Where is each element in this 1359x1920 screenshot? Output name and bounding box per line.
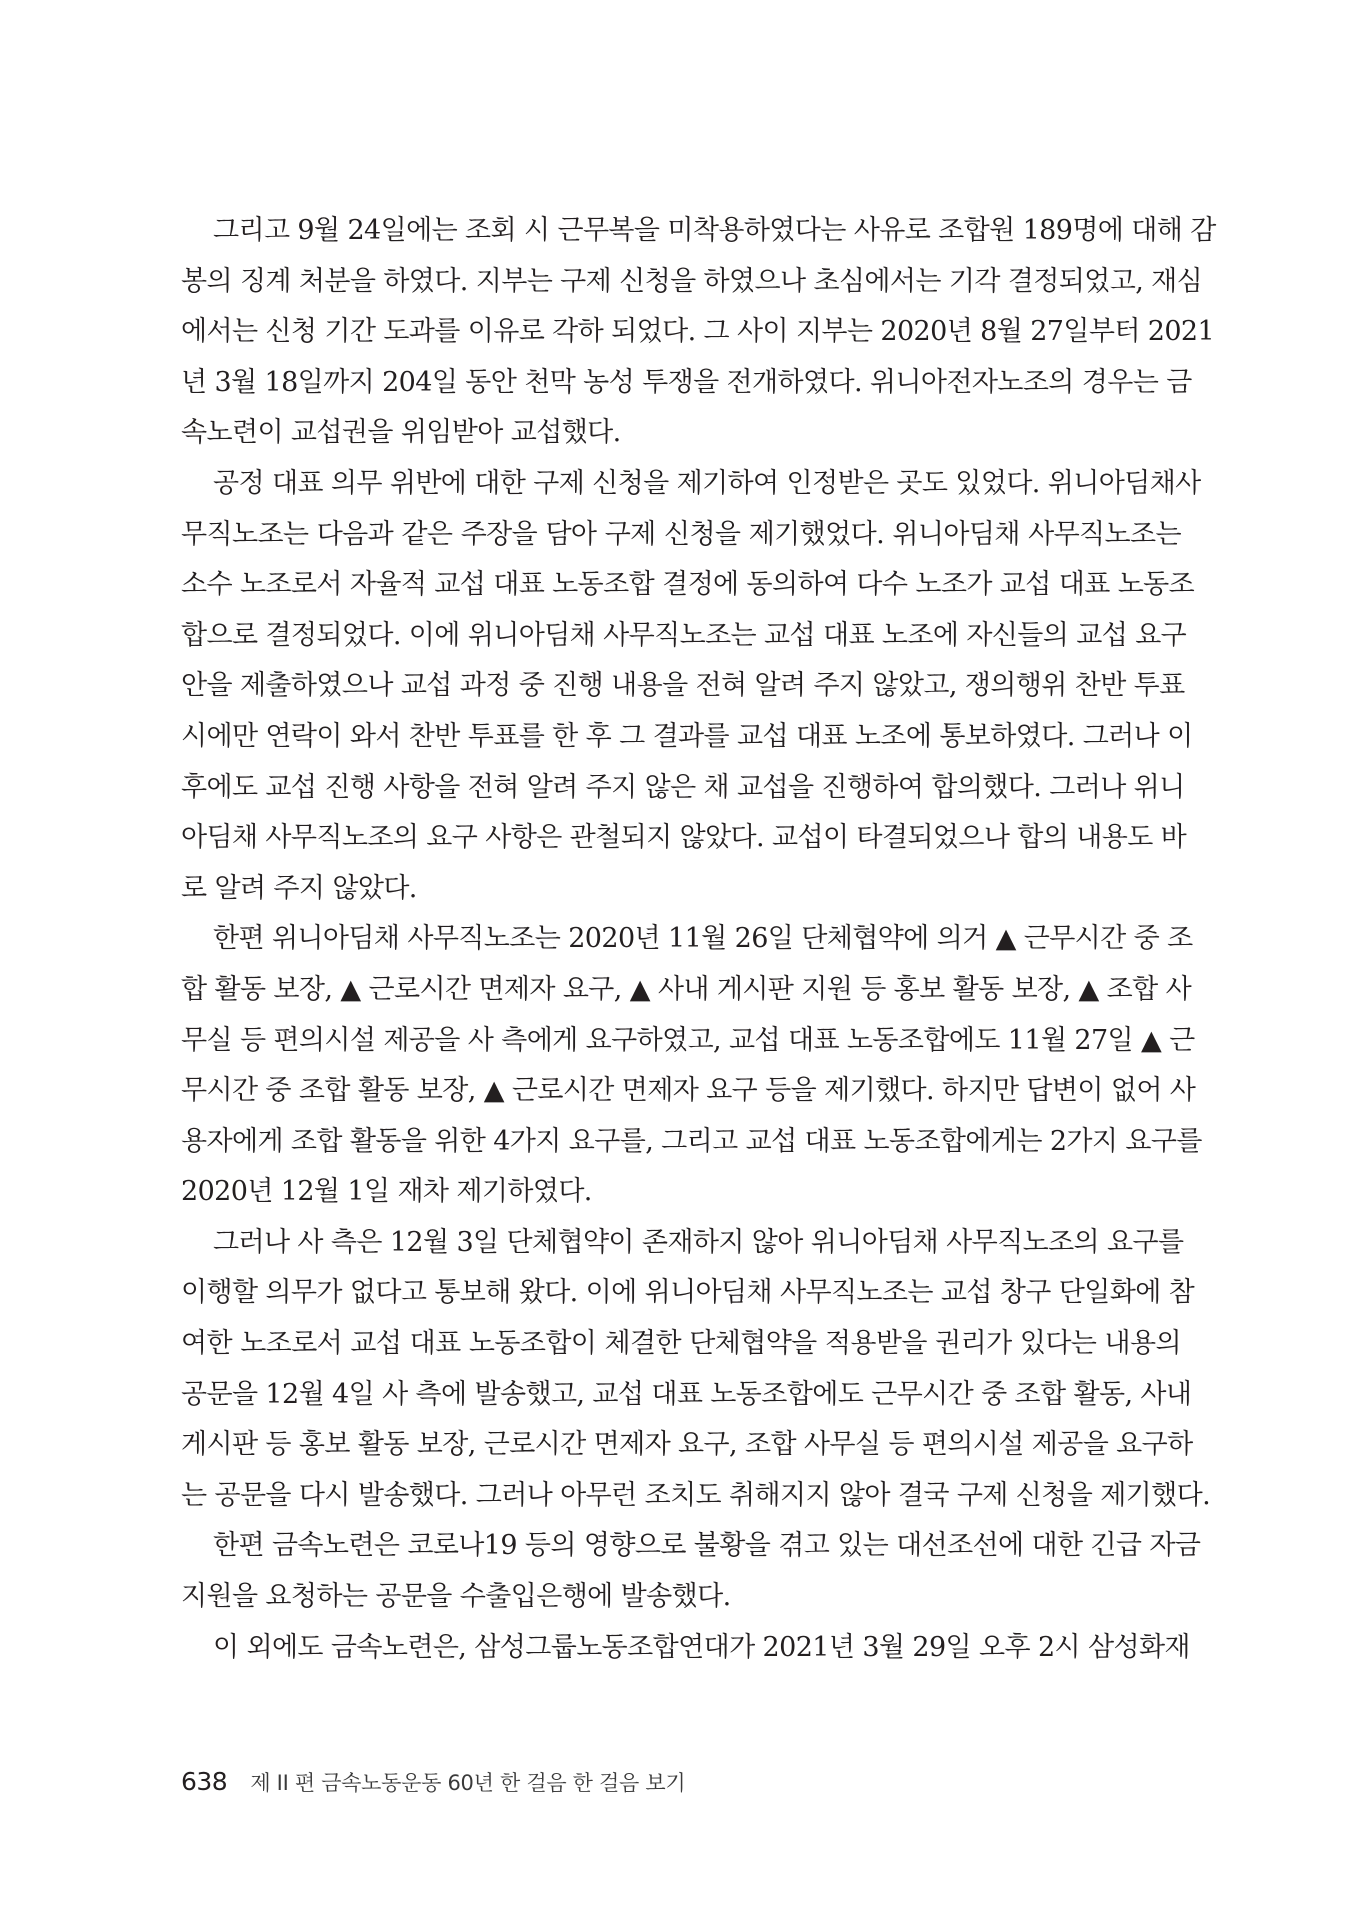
body-text [181,206,1216,1673]
text-line: 안을 제출하였으나 교섭 과정 중 진행 내용을 전혀 알려 주지 않았고, 쟁의행위 찬반 투표 [181,670,1185,702]
text-line: 이행할 의무가 없다고 통보해 왔다. 이에 위니아딤채 사무직노조는 교섭 창구 단일화에 참 [181,1277,1195,1309]
text-line: 무시간 중 조합 활동 보장, ▲ 근로시간 면제자 요구 등을 제기했다. 하지만 답변이 없어 사 [181,1075,1196,1107]
text-line: 공정 대표 의무 위반에 대한 구제 신청을 제기하여 인정받은 곳도 있었다. 위니아딤채사 [213,467,1201,499]
text-line: 2020년 12월 1일 재차 제기하였다. [181,1176,592,1208]
text-line: 로 알려 주지 않았다. [181,872,417,904]
page-number: 638 [181,1767,228,1796]
text-line: 후에도 교섭 진행 사항을 전혀 알려 주지 않은 채 교섭을 진행하여 합의했다. 그러나 위니 [181,771,1185,803]
text-line: 속노련이 교섭권을 위임받아 교섭했다. [181,417,621,449]
text-line: 는 공문을 다시 발송했다. 그러나 아무런 조치도 취해지지 않아 결국 구제 신청을 제기했다. [181,1479,1211,1511]
text-line: 소수 노조로서 자율적 교섭 대표 노동조합 결정에 동의하여 다수 노조가 교섭 대표 노동조 [181,569,1195,601]
text-line: 봉의 징계 처분을 하였다. 지부는 구제 신청을 하였으나 초심에서는 기각 결정되었고, 재심 [181,265,1203,297]
text-line: 한편 금속노련은 코로나19 등의 영향으로 불황을 겪고 있는 대선조선에 대한 긴급 자금 [213,1530,1201,1562]
text-line: 합으로 결정되었다. 이에 위니아딤채 사무직노조는 교섭 대표 노조에 자신들의 교섭 요구 [181,619,1187,651]
text-line: 무실 등 편의시설 제공을 사 측에게 요구하였고, 교섭 대표 노동조합에도 11월 27일 ▲ 근 [181,1024,1195,1056]
text-line: 시에만 연락이 와서 찬반 투표를 한 후 그 결과를 교섭 대표 노조에 통보하였다. 그러나 이 [181,720,1193,752]
text-line: 공문을 12월 4일 사 측에 발송했고, 교섭 대표 노동조합에도 근무시간 중 조합 활동, 사내 [181,1378,1192,1410]
text-line: 아딤채 사무직노조의 요구 사항은 관철되지 않았다. 교섭이 타결되었으나 합의 내용도 바 [181,822,1187,854]
running-title: 제 II 편 금속노동운동 60년 한 걸음 한 걸음 보기 [250,1771,686,1795]
text-line: 여한 노조로서 교섭 대표 노동조합이 체결한 단체협약을 적용받을 권리가 있다는 내용의 [181,1328,1181,1360]
text-line: 합 활동 보장, ▲ 근로시간 면제자 요구, ▲ 사내 게시판 지원 등 홍보 활동 보장, ▲ 조합 사 [181,973,1192,1005]
text-line: 용자에게 조합 활동을 위한 4가지 요구를, 그리고 교섭 대표 노동조합에게는 2가지 요구를 [181,1125,1202,1157]
text-line: 에서는 신청 기간 도과를 이유로 각하 되었다. 그 사이 지부는 2020년 8월 27일부터 2021 [181,316,1215,348]
text-line: 게시판 등 홍보 활동 보장, 근로시간 면제자 요구, 조합 사무실 등 편의시설 제공을 요구하 [181,1429,1193,1461]
text-line: 이 외에도 금속노련은, 삼성그룹노동조합연대가 2021년 3월 29일 오후 2시 삼성화재 [213,1631,1190,1663]
text-line: 지원을 요청하는 공문을 수출입은행에 발송했다. [181,1581,731,1613]
text-line: 무직노조는 다음과 같은 주장을 담아 구제 신청을 제기했었다. 위니아딤채 사무직노조는 [181,518,1181,550]
text-line: 그러나 사 측은 12월 3일 단체협약이 존재하지 않아 위니아딤채 사무직노조의 요구를 [213,1226,1184,1258]
text-line: 년 3월 18일까지 204일 동안 천막 농성 투쟁을 전개하였다. 위니아전자노조의 경우는 금 [181,366,1192,398]
page-footer [181,1762,685,1802]
text-line: 그리고 9월 24일에는 조회 시 근무복을 미착용하였다는 사유로 조합원 189명에 대해 감 [213,215,1216,246]
text-line: 한편 위니아딤채 사무직노조는 2020년 11월 26일 단체협약에 의거 ▲ 근무시간 중 조 [213,923,1193,955]
